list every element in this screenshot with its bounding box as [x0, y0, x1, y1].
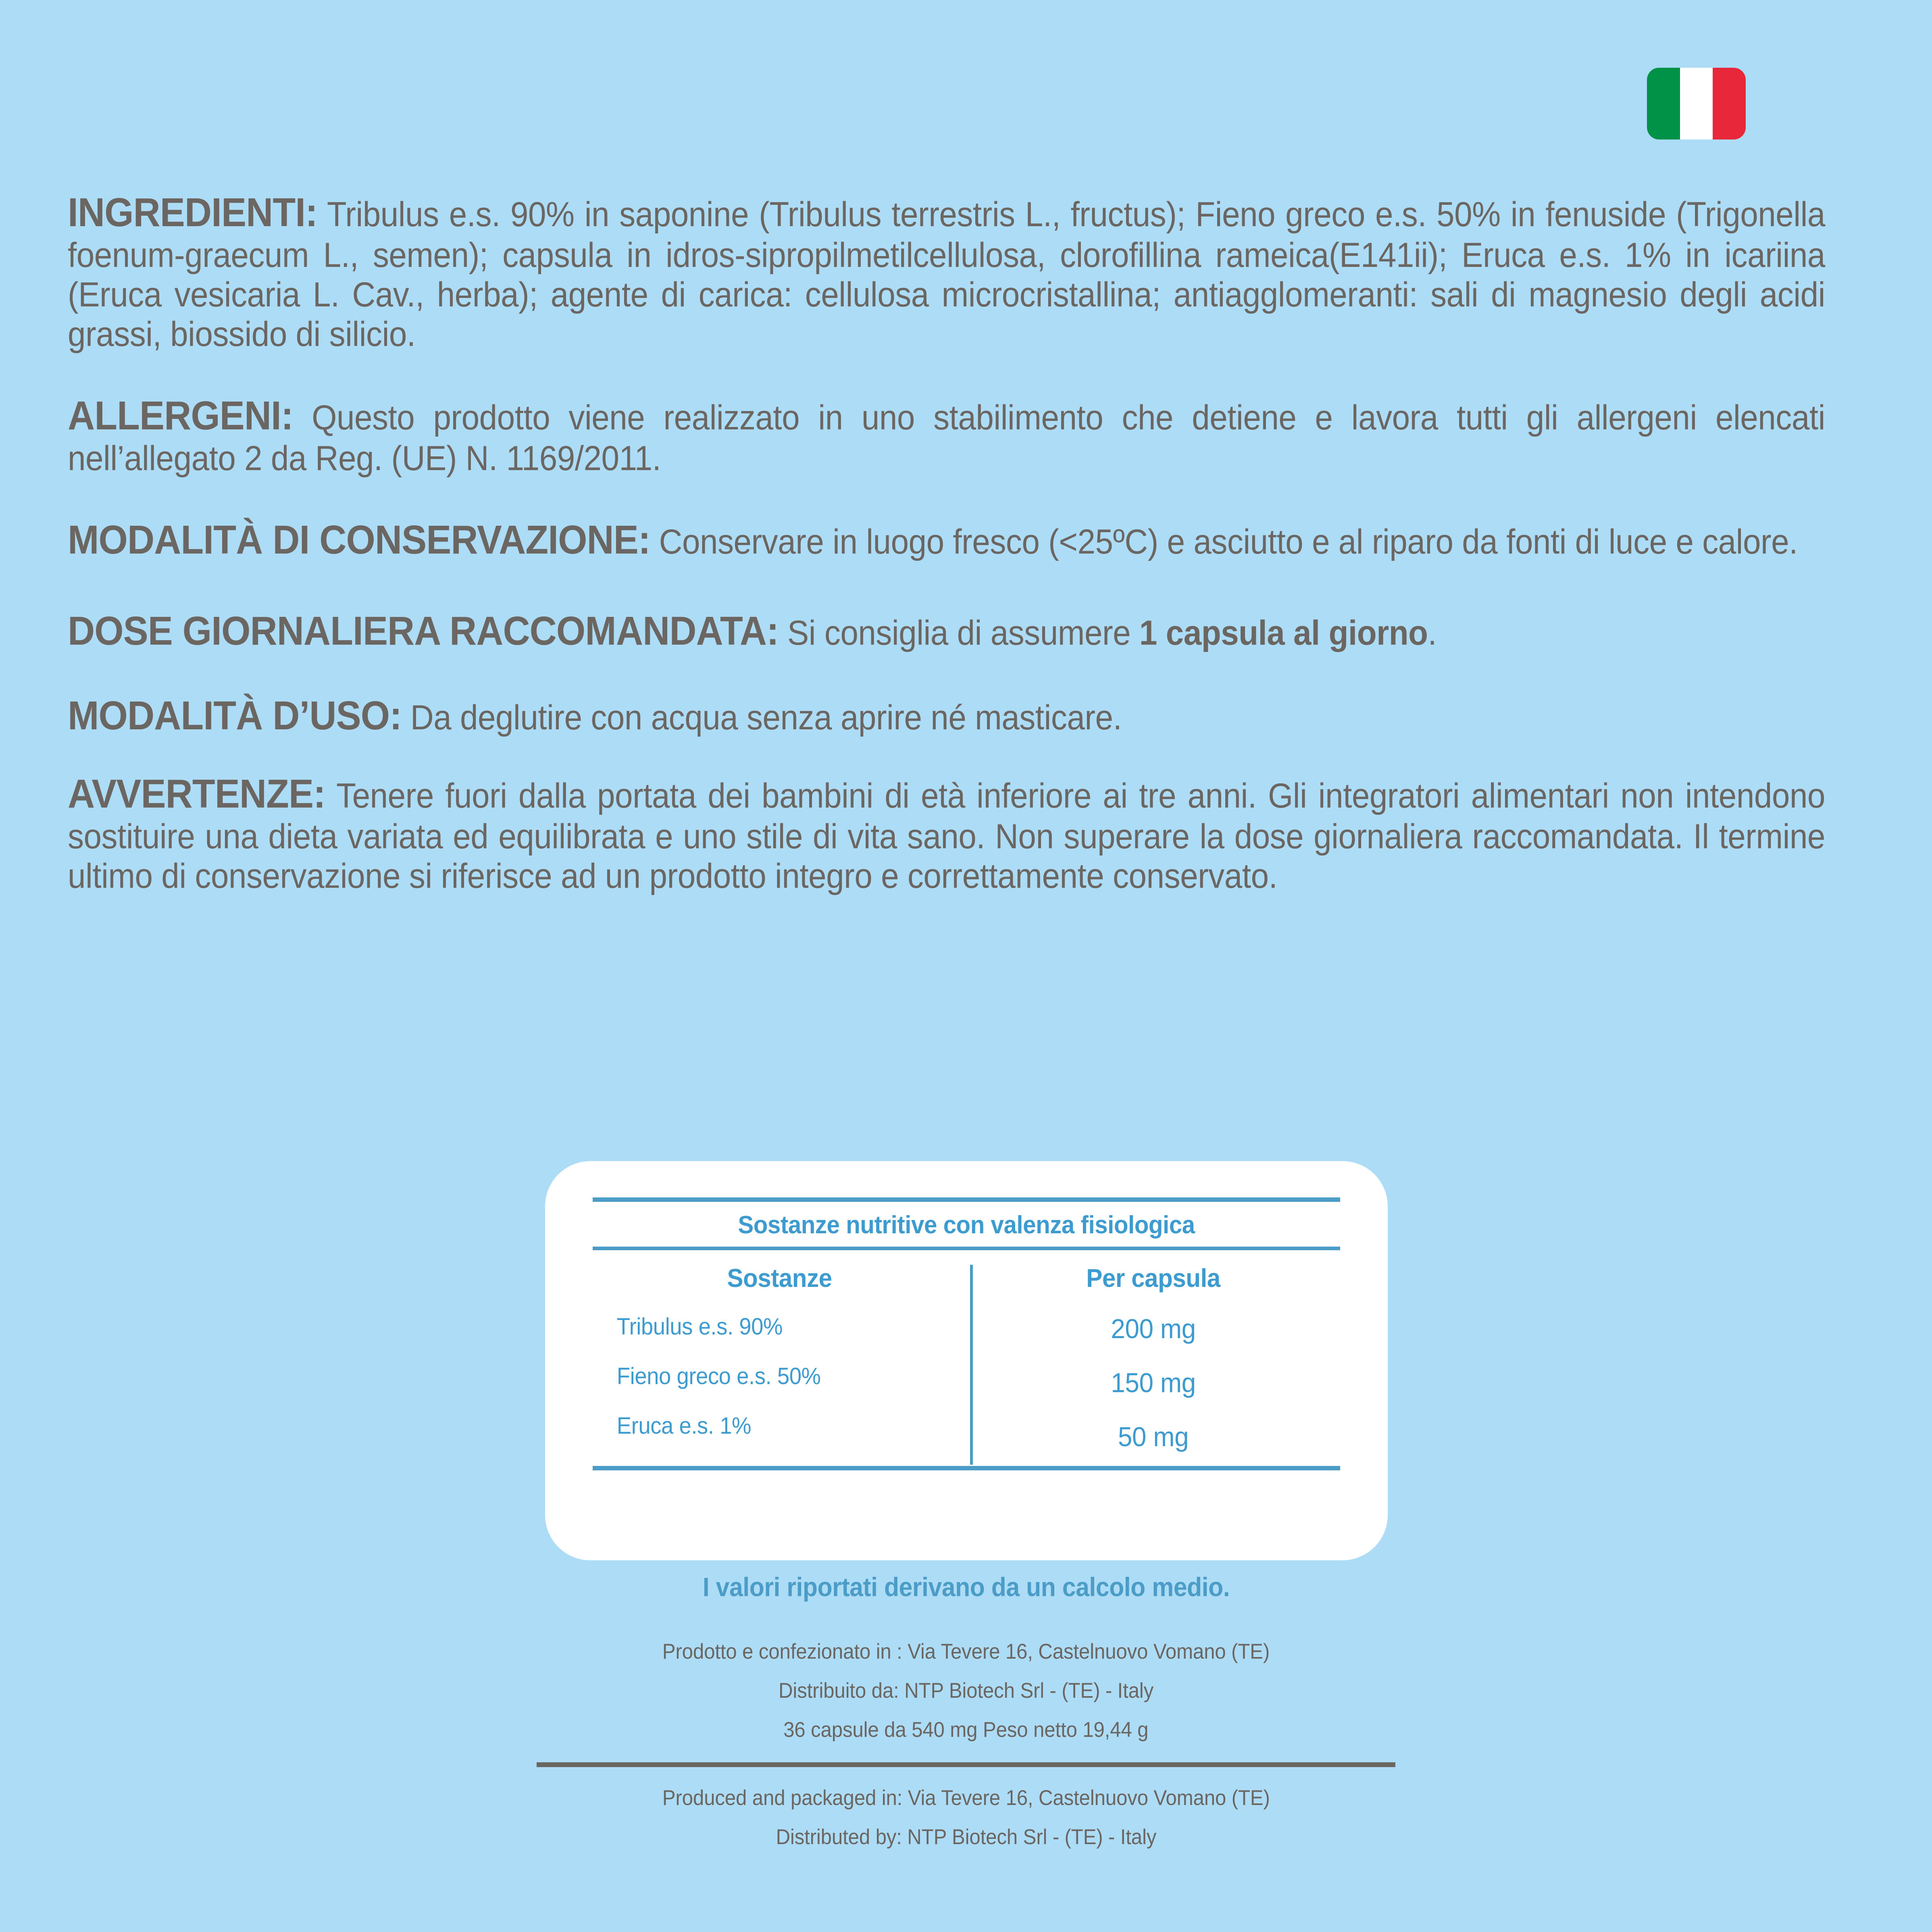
footer-divider	[537, 1762, 1395, 1767]
heading-dose: DOSE GIORNALIERA RACCOMANDATA:	[68, 608, 779, 654]
body-avvertenze: Tenere fuori dalla portata dei bambini di età inferiore ai tre anni. Gli integratori alimentari non intendono sostituire una dieta variata ed equilibrata e uno stile di vita sano. Non superare la dose giornaliera raccomandata. Il termine ultimo di conservazione si riferisce ad un prodotto integro e correttamente conservato.	[68, 777, 1825, 896]
section-conservazione	[68, 517, 1825, 563]
table-row: Fieno greco e.s. 50%	[616, 1363, 821, 1389]
nutrition-table-title: Sostanze nutritive con valenza fisiologica	[738, 1211, 1195, 1239]
table-row: 150 mg	[1111, 1368, 1196, 1398]
body-dose-strong: 1 capsula al giorno	[1139, 614, 1428, 653]
nutrition-table-card	[545, 1161, 1388, 1560]
nutrition-table-note-text: I valori riportati derivano da un calcolo medio.	[702, 1572, 1230, 1602]
spacer	[68, 752, 1826, 771]
body-dose-pre: Si consiglia di assumere	[787, 614, 1139, 653]
footer-it-quantity	[0, 1719, 1932, 1740]
body-allergeni: Questo prodotto viene realizzato in uno stabilimento che detiene e lavora tutti gli allergeni elencati nell’allegato 2 da Reg. (UE) N. 1169/2011.	[68, 398, 1825, 478]
footer-it-produced	[0, 1641, 1932, 1662]
flag-band-green	[1647, 68, 1680, 139]
body-uso: Da deglutire con acqua senza aprire né masticare.	[410, 698, 1122, 737]
label-text-content	[68, 189, 1826, 910]
table-row: 200 mg	[1111, 1314, 1196, 1344]
heading-uso: MODALITÀ D’USO:	[68, 693, 402, 739]
column-header-per-capsula: Per capsula	[1086, 1264, 1220, 1293]
section-avvertenze	[68, 771, 1825, 896]
body-dose-post: .	[1428, 614, 1437, 653]
flag-icon	[1647, 68, 1746, 139]
footer-it-produced-text: Prodotto e confezionato in : Via Tevere 16, Castelnuovo Vomano (TE)	[662, 1640, 1270, 1663]
heading-ingredienti: INGREDIENTI:	[68, 190, 318, 235]
body-ingredienti: Tribulus e.s. 90% in saponine (Tribulus terrestris L., fructus); Fieno greco e.s. 50% in fenuside (Trigonella foenum-graecum L., semen); capsula in idros-sipropilmetilcellulosa, clorofillina rameica(E141ii); Eruca e.s. 1% in icariina (Eruca vesicaria L. Cav., herba); agente di carica: cellulosa microcristallina; antiagglomeranti: sali di magnesio degli acidi grassi, biossido di silicio.	[68, 195, 1825, 354]
spacer	[68, 668, 1826, 693]
footer-it-distributed-text: Distribuito da: NTP Biotech Srl - (TE) - Italy	[778, 1679, 1154, 1703]
table-row: Tribulus e.s. 90%	[616, 1314, 783, 1340]
nutrition-table-note	[0, 1572, 1932, 1602]
section-ingredienti	[68, 189, 1825, 354]
nutrition-table	[593, 1197, 1340, 1540]
column-header-sostanze: Sostanze	[727, 1264, 832, 1293]
table-rule-top	[593, 1197, 1340, 1202]
table-column-divider	[970, 1265, 973, 1465]
heading-allergeni: ALLERGENI:	[68, 393, 294, 439]
table-row: Eruca e.s. 1%	[616, 1413, 752, 1439]
heading-conservazione: MODALITÀ DI CONSERVAZIONE:	[68, 517, 650, 563]
spacer	[68, 368, 1826, 393]
footer-en-produced	[0, 1787, 1932, 1809]
table-column-substances	[593, 1257, 966, 1488]
flag-band-red	[1713, 68, 1746, 139]
footer-it-quantity-text: 36 capsule da 540 mg Peso netto 19,44 g	[783, 1718, 1149, 1742]
section-allergeni	[68, 393, 1825, 478]
italian-flag	[1647, 68, 1746, 139]
table-rule-mid	[593, 1247, 1340, 1250]
spacer	[68, 492, 1826, 517]
heading-avvertenze: AVVERTENZE:	[68, 771, 326, 817]
spacer	[68, 577, 1826, 608]
table-rule-bottom	[593, 1466, 1340, 1470]
table-row: 50 mg	[1118, 1422, 1189, 1452]
footer-it-distributed	[0, 1680, 1932, 1701]
section-dose	[68, 608, 1825, 654]
nutrition-table-body	[593, 1254, 1340, 1488]
footer-en-distributed-text: Distributed by: NTP Biotech Srl - (TE) - Italy	[776, 1825, 1156, 1849]
table-column-per-capsule	[966, 1257, 1340, 1488]
section-uso	[68, 693, 1825, 739]
footer	[0, 1641, 1932, 1865]
footer-en-produced-text: Produced and packaged in: Via Tevere 16, Castelnuovo Vomano (TE)	[662, 1786, 1270, 1810]
footer-en-distributed	[0, 1826, 1932, 1848]
body-conservazione: Conservare in luogo fresco (<25ºC) e asciutto e al riparo da fonti di luce e calore.	[659, 523, 1798, 562]
flag-band-white	[1680, 68, 1713, 139]
